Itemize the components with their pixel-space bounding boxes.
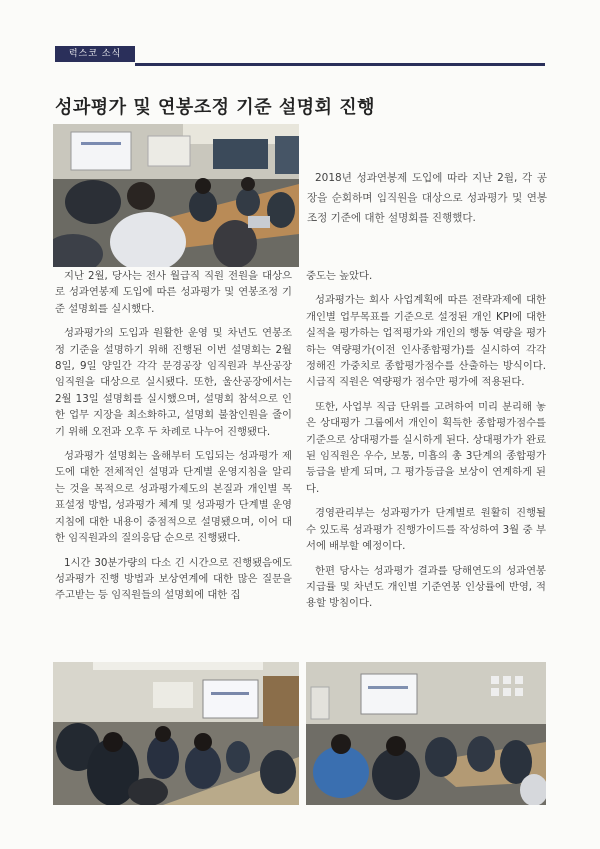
body-paragraph: 성과평가의 도입과 원활한 운영 및 차년도 연봉조정 기준을 설명하기 위해 진행된 이번 설명회는 2월 8일, 9일 양일간 각각 문경공장 임직원과 부산공장 임직원을 대상으로 실시됐다. 또한, 울산공장에서는 2월 13일 설명회를 실시했으며, 설명회 참석으로 인한 업무 지장을 최소화하고, 설명회 불참인원을 줄이기 위해 오전과 오후 두 차례로 나누어 진행됐다.	[55, 327, 292, 438]
section-tag: 럭스코 소식	[55, 46, 135, 62]
right-column	[306, 268, 546, 620]
lead-paragraph: 2018년 성과연봉제 도입에 따라 지난 2월, 각 공장을 순회하며 임직원을 대상으로 성과평가 및 연봉조정 기준에 대한 설명회를 진행했다.	[307, 172, 547, 224]
body-paragraph: 성과평가 설명회는 올해부터 도입되는 성과평가 제도에 대한 전체적인 설명과 단계별 운영지침을 알리는 것을 목적으로 성과평가제도의 본질과 개인별 목표설정 방법, 성과평가 체계 및 성과평가 단계별 운영 지침에 대한 내용이 중점적으로 설명됐으며, 이어 대한 임직원과의 질의응답 순으로 진행됐다.	[55, 450, 292, 545]
header-rule	[135, 63, 545, 66]
photo-audience-left	[53, 662, 299, 805]
left-column	[55, 268, 292, 612]
page-title: 성과평가 및 연봉조정 기준 설명회 진행	[55, 97, 376, 118]
body-paragraph: 한편 당사는 성과평가 결과를 당해연도의 성과연봉 지급률 및 차년도 개인별 기준연봉 인상률에 반영, 적용할 방침이다.	[306, 564, 546, 610]
body-paragraph: 1시간 30분가량의 다소 긴 시간으로 진행됐음에도 성과평가 진행 방법과 보상연계에 대한 많은 질문을 주고받는 등 임직원들의 설명회에 대한 집	[55, 556, 292, 602]
body-paragraph: 성과평가는 회사 사업계획에 따른 전략과제에 대한 개인별 업무목표를 기준으로 설정된 개인 KPI에 대한 실적을 평가하는 업적평가와 개인의 행동 역량을 평가하는 역량평가(이전 인사종합평가)를 실시하여 각각 정해진 가중치로 종합평가점수를 산출하는 방식이다. 시급직 직원은 역량평가 점수만 평가에 적용된다.	[306, 294, 546, 389]
body-paragraph: 또한, 사업부 직급 단위를 고려하여 미리 분리해 놓은 상대평가 그룹에서 개인이 획득한 종합평가점수를 기준으로 상대평가를 실시하게 된다. 상대평가가 완료된 임직원은 우수, 보통, 미흡의 총 3단계의 종합평가등급을 받게 되며, 그 평가등급을 보상이 연계하게 된다.	[306, 400, 546, 495]
body-paragraph: 중도는 높았다.	[306, 270, 373, 282]
photo-audience-right	[306, 662, 546, 805]
photo-briefing-room	[53, 124, 299, 267]
body-paragraph: 경영관리부는 성과평가가 단계별로 원활히 진행될 수 있도록 성과평가 진행가이드를 작성하여 3월 중 부서에 배부할 예정이다.	[306, 507, 546, 553]
body-paragraph: 지난 2월, 당사는 전사 월급직 직원 전원을 대상으로 성과연봉제 도입에 따른 성과평가 및 연봉조정 기준 설명회를 실시했다.	[55, 270, 292, 315]
